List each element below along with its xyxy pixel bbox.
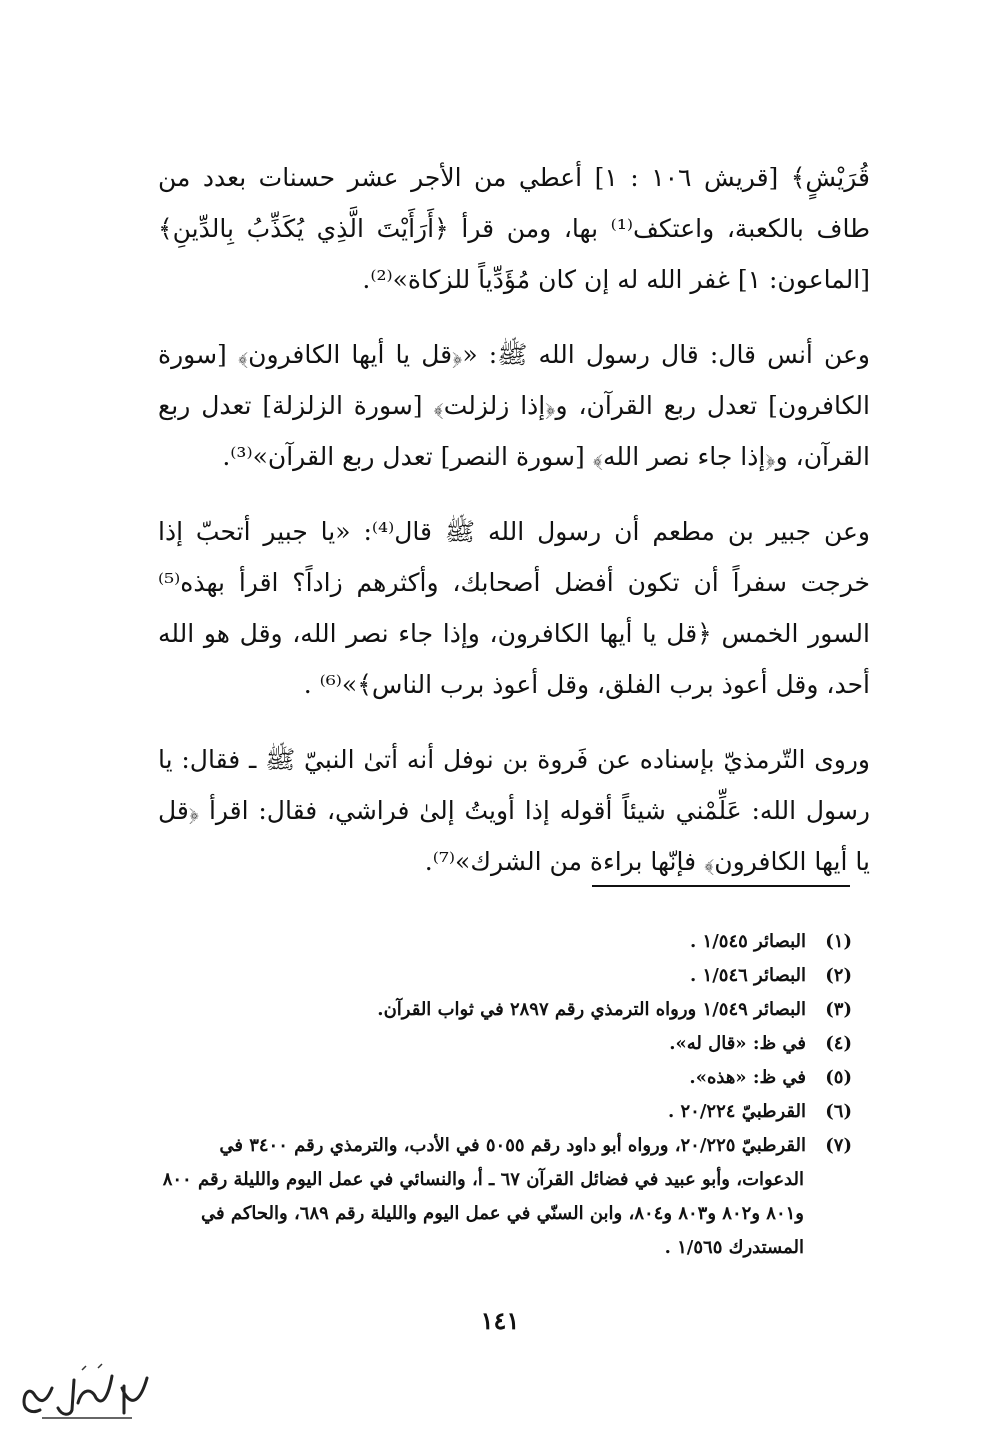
- footnote-1: [160, 925, 852, 959]
- library-stamp-logo: [12, 1358, 162, 1428]
- footnote-number: (٧): [825, 1135, 852, 1156]
- page-number: ١٤١: [480, 1306, 520, 1335]
- footnote-text: البصائر ١/٥٤٩ ورواه الترمذي رقم ٢٨٩٧ في ثواب القرآن.: [377, 999, 806, 1020]
- main-text: [158, 152, 870, 911]
- footnote-number: (٣): [825, 999, 852, 1020]
- footnotes: [160, 925, 852, 1265]
- footnote-2: [160, 959, 852, 993]
- footnote-number: (٤): [825, 1033, 852, 1054]
- footnote-text: البصائر ١/٥٤٥ .: [689, 931, 806, 952]
- footnote-text: القرطبيّ ٢٠/٢٢٥، ورواه أبو داود رقم ٥٠٥٥ في الأدب، والترمذي رقم ٣٤٠٠ في الدعوات، وأبو عبيد في فضائل القرآن ٦٧ ـ أ، والنسائي في عمل اليوم والليلة رقم ٨٠٠ و٨٠١ و٨٠٢ و٨٠٣ و٨٠٤، وابن السنّي في عمل اليوم والليلة رقم ٦٨٩، والحاكم في المستدرك ١/٥٦٥ .: [162, 1135, 806, 1258]
- paragraph-2: وعن أنس قال: قال رسول الله ﷺ: «﴿قل يا أيها الكافرون﴾ [سورة الكافرون] تعدل ربع القرآن، و﴿إذا زلزلت﴾ [سورة الزلزلة] تعدل ربع القرآن، و﴿إذا جاء نصر الله﴾ [سورة النصر] تعدل ربع القرآن»⁽³⁾.: [158, 340, 870, 471]
- footnote-number: (١): [825, 931, 852, 952]
- footnote-7: [160, 1129, 852, 1265]
- paragraph-3: وعن جبير بن مطعم أن رسول الله ﷺ قال⁽⁴⁾: «يا جبير أتحبّ إذا خرجت سفراً أن تكون أفضل أصحابك، وأكثرهم زاداً؟ اقرأ بهذه⁽⁵⁾ السور الخمس ﴿قل يا أيها الكافرون، وإذا جاء نصر الله، وقل هو الله أحد، وقل أعوذ برب الفلق، وقل أعوذ برب الناس﴾»⁽⁶⁾ .: [158, 517, 870, 699]
- footnote-3: [160, 993, 852, 1027]
- footnote-text: البصائر ١/٥٤٦ .: [689, 965, 806, 986]
- footnote-text: في ظ: «هذه».: [689, 1067, 806, 1088]
- paragraph-1: قُرَيْشٍ﴾ [قريش ١٠٦ : ١] أعطي من الأجر عشر حسنات بعدد من طاف بالكعبة، واعتكف⁽¹⁾ بها، ومن قرأ ﴿أَرَأَيْتَ الَّذِي يُكَذِّبُ بِالدِّينِ﴾ [الماعون: ١] غفر الله له إن كان مُؤَدِّياً للزكاة»⁽²⁾.: [158, 163, 870, 294]
- footnote-5: [160, 1061, 852, 1095]
- footnote-divider: [592, 885, 850, 887]
- footnote-number: (٢): [825, 965, 852, 986]
- paragraph-4: وروى التّرمذيّ بإسناده عن فَروة بن نوفل أنه أتىٰ النبيّ ﷺ ـ فقال: يا رسول الله: عَلِّمْني شيئاً أقوله إذا أويتُ إلىٰ فراشي، فقال: اقرأ ﴿قل يا أيها الكافرون﴾ فإنّها براءة من الشرك»⁽⁷⁾.: [158, 745, 870, 876]
- footnote-4: [160, 1027, 852, 1061]
- footnote-text: القرطبيّ ٢٠/٢٢٤ .: [667, 1101, 806, 1122]
- footnote-number: (٥): [825, 1067, 852, 1088]
- footnote-text: في ظ: «قال له».: [669, 1033, 806, 1054]
- footnote-number: (٦): [825, 1101, 852, 1122]
- footnote-6: [160, 1095, 852, 1129]
